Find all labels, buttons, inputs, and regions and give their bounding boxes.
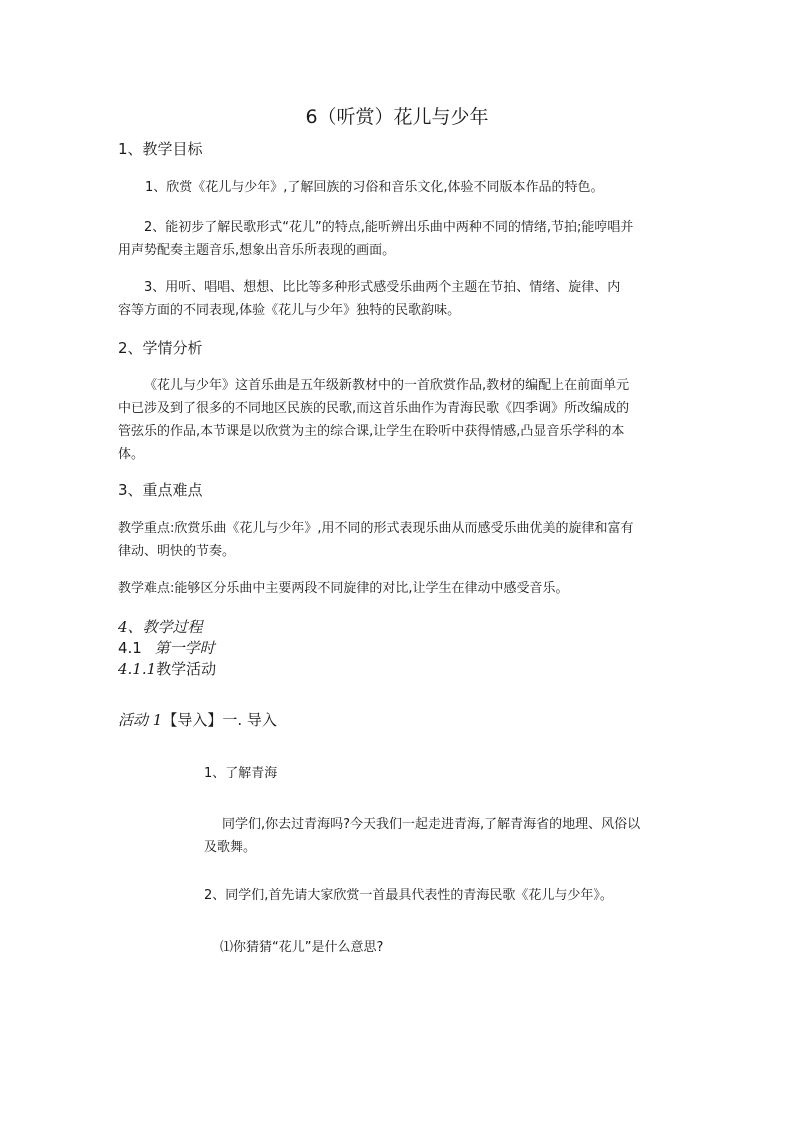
goal-2-line-1: 2、能初步了解民歌形式“花儿”的特点,能听辨出乐曲中两种不同的情绪,节拍;能哼唱并 bbox=[144, 220, 634, 235]
intro-item-1-paragraph bbox=[204, 813, 684, 859]
subheading-first-lesson-label: 第一学时 bbox=[154, 639, 215, 657]
analysis-line-2: 中已涉及到了很多的不同地区民族的民歌,而这首乐曲作为青海民歌《四季调》所改编成的 bbox=[118, 401, 630, 416]
learning-analysis-paragraph bbox=[118, 374, 678, 466]
goal-2-line-2: 用声势配奏主题音乐,想象出音乐所表现的画面。 bbox=[118, 243, 396, 258]
intro-item-1-line-2: 及歌舞。 bbox=[204, 840, 257, 855]
key-points-line-2: 律动、明快的节奏。 bbox=[118, 544, 236, 559]
intro-item-2: 2、同学们,首先请大家欣赏一首最具代表性的青海民歌《花儿与少年》。 bbox=[204, 888, 613, 903]
page-title: 6（听赏）花儿与少年 bbox=[305, 106, 489, 128]
difficult-points: 教学难点:能够区分乐曲中主要两段不同旋律的对比,让学生在律动中感受音乐。 bbox=[118, 581, 569, 596]
question-1: ⑴你猜猜“花儿”是什么意思? bbox=[220, 940, 384, 955]
teaching-process-heading: 4、教学过程 bbox=[118, 618, 203, 636]
heading-teaching-goals: 1、教学目标 bbox=[118, 140, 203, 158]
goal-3 bbox=[118, 276, 678, 322]
goal-2 bbox=[118, 216, 678, 262]
activity-1-heading bbox=[118, 710, 277, 730]
goal-1: 1、欣赏《花儿与少年》,了解回族的习俗和音乐文化,体验不同版本作品的特色。 bbox=[145, 180, 604, 195]
activity-1-title: 【导入】一. 导入 bbox=[162, 711, 277, 729]
subheading-first-lesson-number: 4.1 bbox=[118, 639, 142, 657]
activity-1-prefix: 活动 1 bbox=[118, 711, 163, 729]
intro-item-1: 1、了解青海 bbox=[204, 766, 278, 781]
intro-item-1-line-1: 同学们,你去过青海吗?今天我们一起走进青海,了解青海省的地理、风俗以 bbox=[222, 817, 641, 832]
key-points-paragraph bbox=[118, 517, 678, 563]
subheading-teaching-activity bbox=[118, 659, 216, 679]
goal-3-line-1: 3、用听、唱唱、想想、比比等多种形式感受乐曲两个主题在节拍、情绪、旋律、内 bbox=[144, 280, 621, 295]
goal-3-line-2: 容等方面的不同表现,体验《花儿与少年》独特的民歌韵味。 bbox=[118, 303, 461, 318]
analysis-line-4: 体。 bbox=[118, 447, 145, 462]
subheading-first-lesson bbox=[118, 638, 215, 658]
heading-learning-analysis: 2、学情分析 bbox=[118, 339, 203, 357]
heading-key-difficult-points: 3、重点难点 bbox=[118, 481, 203, 499]
analysis-line-3: 管弦乐的作品,本节课是以欣赏为主的综合课,让学生在聆听中获得情感,凸显音乐学科的本 bbox=[118, 424, 625, 439]
key-points-line-1: 教学重点:欣赏乐曲《花儿与少年》,用不同的形式表现乐曲从而感受乐曲优美的旋律和富有 bbox=[118, 521, 634, 536]
subheading-teaching-activity-label: 教学活动 bbox=[156, 660, 217, 678]
subheading-teaching-activity-number: 4.1.1 bbox=[118, 660, 157, 678]
analysis-line-1: 《花儿与少年》这首乐曲是五年级新教材中的一首欣赏作品,教材的编配上在前面单元 bbox=[144, 378, 630, 393]
heading-teaching-process bbox=[118, 617, 203, 637]
